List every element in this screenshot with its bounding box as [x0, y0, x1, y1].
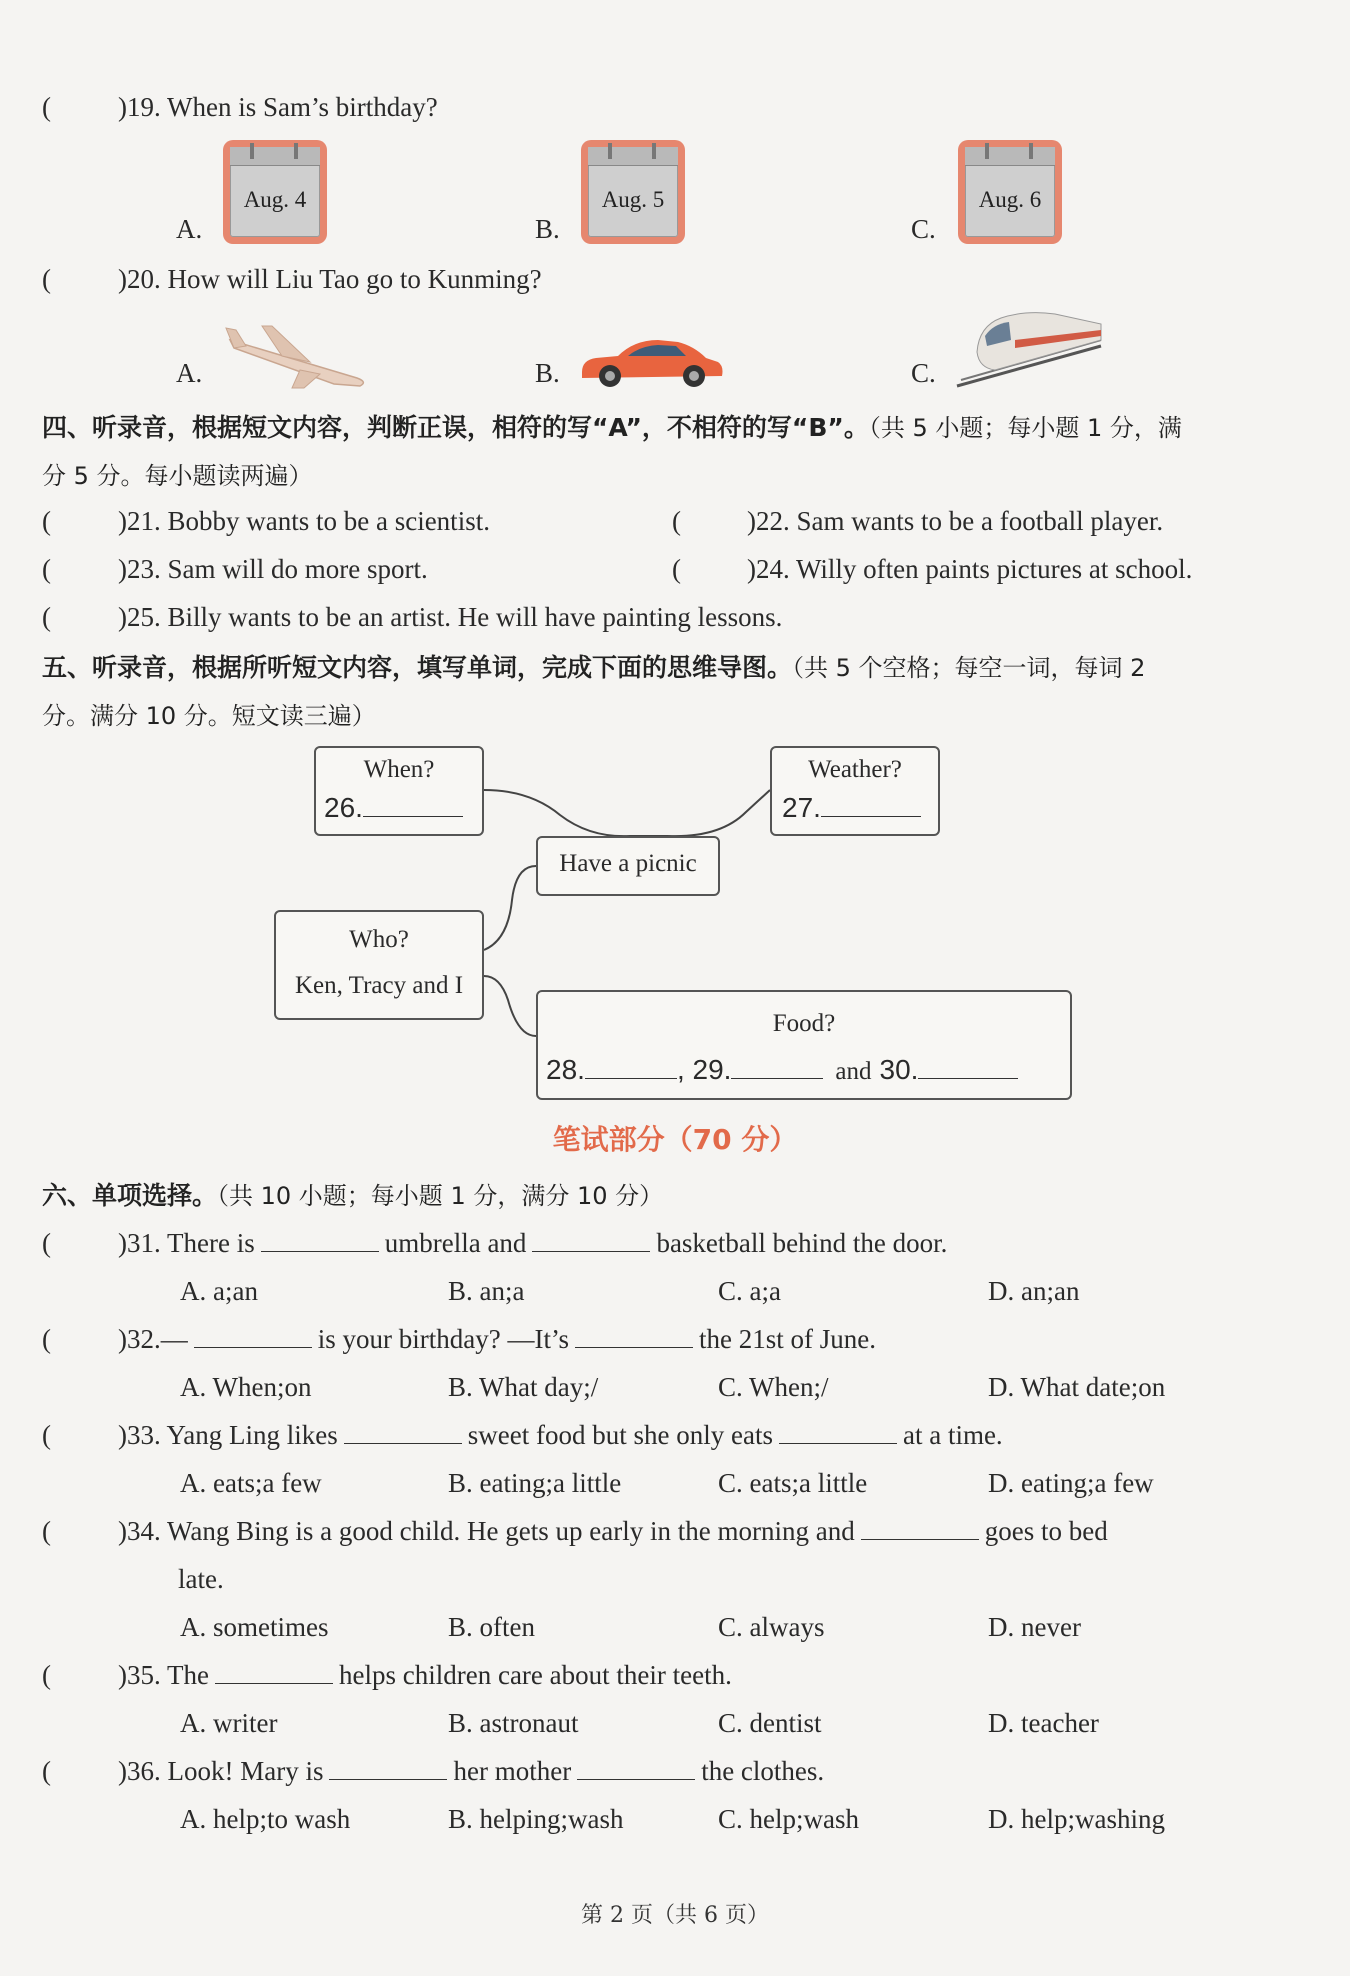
- q33-question: )33. Yang Ling likes sweet food but she only eats at a time.: [118, 1420, 1003, 1450]
- q34-option-d[interactable]: D. never: [988, 1612, 1081, 1642]
- q33-option-a[interactable]: A. eats;a few: [180, 1468, 322, 1498]
- q31-option-b[interactable]: B. an;a: [448, 1276, 525, 1306]
- calendar-label: Aug. 5: [601, 187, 665, 212]
- blank-28-number: 28.: [546, 1054, 585, 1085]
- q35-option-c[interactable]: C. dentist: [718, 1708, 822, 1738]
- q32-option-c[interactable]: C. When;/: [718, 1372, 829, 1402]
- answer-blank[interactable]: [261, 1231, 379, 1252]
- q19-option-c-letter[interactable]: C.: [911, 214, 936, 244]
- q35-option-b[interactable]: B. astronaut: [448, 1708, 579, 1738]
- q34-question: )34. Wang Bing is a good child. He gets up early in the morning and goes to bed: [118, 1516, 1108, 1546]
- mindmap-center-label: Have a picnic: [559, 850, 697, 877]
- q31-option-a[interactable]: A. a;an: [180, 1276, 258, 1306]
- q35-option-d[interactable]: D. teacher: [988, 1708, 1099, 1738]
- answer-blank[interactable]: [194, 1327, 312, 1348]
- blank-26-line[interactable]: [363, 798, 463, 817]
- q34-option-b[interactable]: B. often: [448, 1612, 535, 1642]
- blank-29-line[interactable]: [731, 1060, 823, 1079]
- q20-option-a-letter[interactable]: A.: [176, 358, 203, 388]
- q21-paren[interactable]: (: [42, 506, 51, 536]
- q25-paren[interactable]: (: [42, 602, 51, 632]
- q23-text: )23. Sam will do more sport.: [118, 554, 428, 584]
- answer-blank[interactable]: [577, 1759, 695, 1780]
- q33-option-b[interactable]: B. eating;a little: [448, 1468, 622, 1498]
- mindmap-who-value: Ken, Tracy and I: [294, 972, 464, 999]
- answer-blank[interactable]: [329, 1759, 447, 1780]
- q20-option-b-letter[interactable]: B.: [535, 358, 560, 388]
- section6-instructions: （共 10 小题；每小题 1 分，满分 10 分）: [217, 1182, 664, 1210]
- q20-question: )20. How will Liu Tao go to Kunming?: [118, 264, 542, 294]
- q31-option-d[interactable]: D. an;an: [988, 1276, 1080, 1306]
- q33-option-c[interactable]: C. eats;a little: [718, 1468, 868, 1498]
- q33-paren[interactable]: (: [42, 1420, 51, 1450]
- answer-blank[interactable]: [344, 1423, 462, 1444]
- mindmap-who-title: Who?: [349, 926, 409, 953]
- mindmap-weather-box: [770, 746, 940, 836]
- blank-30-line[interactable]: [918, 1060, 1018, 1079]
- page-number: 第 2 页（共 6 页）: [581, 1903, 769, 1928]
- answer-blank[interactable]: [575, 1327, 693, 1348]
- calendar-label: Aug. 4: [243, 187, 307, 212]
- q36-option-c[interactable]: C. help;wash: [718, 1804, 859, 1834]
- blank-27-number: 27.: [782, 792, 821, 823]
- q22-paren[interactable]: (: [672, 506, 681, 536]
- blank-26-number: 26.: [324, 792, 363, 823]
- mindmap-food-box: [536, 990, 1072, 1100]
- q31-option-c[interactable]: C. a;a: [718, 1276, 781, 1306]
- q24-text: )24. Willy often paints pictures at school.: [747, 554, 1193, 584]
- mindmap-when-answer[interactable]: [324, 792, 463, 824]
- q32-question: )32.— is your birthday? —It’s the 21st of June.: [118, 1324, 876, 1354]
- calendar-label: Aug. 6: [978, 187, 1042, 212]
- q32-option-b[interactable]: B. What day;/: [448, 1372, 599, 1402]
- q36-question: )36. Look! Mary is her mother the clothes.: [118, 1756, 825, 1786]
- q36-option-b[interactable]: B. helping;wash: [448, 1804, 624, 1834]
- q19-option-b-letter[interactable]: B.: [535, 214, 560, 244]
- section6-heading: [42, 1176, 663, 1212]
- section4-title: 四、听录音，根据短文内容，判断正误，相符的写“A”，不相符的写“B”。: [42, 413, 869, 442]
- q31-question: )31. There is umbrella and basketball behind the door.: [118, 1228, 948, 1258]
- food-and-word: and: [835, 1058, 872, 1085]
- answer-blank[interactable]: [861, 1519, 979, 1540]
- section4-instructions-cont: 分 5 分。每小题读两遍）: [42, 462, 313, 490]
- mindmap-when-box: [314, 746, 484, 836]
- q19-paren[interactable]: (: [42, 92, 51, 122]
- mindmap-food-answers[interactable]: [546, 1054, 1018, 1086]
- written-part-title: 笔试部分（70 分）: [552, 1123, 798, 1156]
- q33-option-d[interactable]: D. eating;a few: [988, 1468, 1154, 1498]
- q24-paren[interactable]: (: [672, 554, 681, 584]
- q36-option-d[interactable]: D. help;washing: [988, 1804, 1165, 1834]
- q21-text: )21. Bobby wants to be a scientist.: [118, 506, 490, 536]
- q20-paren[interactable]: (: [42, 264, 51, 294]
- q36-paren[interactable]: (: [42, 1756, 51, 1786]
- mindmap-weather-title: Weather?: [808, 756, 902, 783]
- section5-instructions: （共 5 个空格；每空一词，每词 2: [792, 654, 1146, 682]
- section6-title: 六、单项选择。: [42, 1181, 218, 1210]
- blank-28-line[interactable]: [585, 1060, 677, 1079]
- q35-option-a[interactable]: A. writer: [180, 1708, 278, 1738]
- q34-question-cont: late.: [178, 1564, 224, 1594]
- mindmap-when-title: When?: [363, 756, 435, 783]
- section5-title: 五、听录音，根据所听短文内容，填写单词，完成下面的思维导图。: [42, 653, 793, 682]
- q34-paren[interactable]: (: [42, 1516, 51, 1546]
- answer-blank[interactable]: [215, 1663, 333, 1684]
- q22-text: )22. Sam wants to be a football player.: [747, 506, 1164, 536]
- q35-paren[interactable]: (: [42, 1660, 51, 1690]
- q23-paren[interactable]: (: [42, 554, 51, 584]
- blank-29-number: , 29.: [676, 1054, 732, 1085]
- q34-option-c[interactable]: C. always: [718, 1612, 825, 1642]
- q19-option-a-letter[interactable]: A.: [176, 214, 203, 244]
- q32-option-a[interactable]: A. When;on: [180, 1372, 312, 1402]
- mindmap-weather-answer[interactable]: [782, 792, 921, 824]
- q31-paren[interactable]: (: [42, 1228, 51, 1258]
- answer-blank[interactable]: [779, 1423, 897, 1444]
- mindmap-who-box: [274, 910, 484, 1020]
- answer-blank[interactable]: [532, 1231, 650, 1252]
- q35-question: )35. The helps children care about their teeth.: [118, 1660, 732, 1690]
- q25-text: )25. Billy wants to be an artist. He will have painting lessons.: [118, 602, 783, 632]
- section5-instructions-cont: 分。满分 10 分。短文读三遍）: [42, 702, 376, 730]
- q36-option-a[interactable]: A. help;to wash: [180, 1804, 351, 1834]
- q19-question: )19. When is Sam’s birthday?: [118, 92, 438, 122]
- blank-30-number: 30.: [879, 1054, 919, 1085]
- mindmap-center-box: [536, 836, 720, 896]
- q32-paren[interactable]: (: [42, 1324, 51, 1354]
- q34-option-a[interactable]: A. sometimes: [180, 1612, 329, 1642]
- q20-option-c-letter[interactable]: C.: [911, 358, 936, 388]
- blank-27-line[interactable]: [821, 798, 921, 817]
- section4-instructions: （共 5 小题；每小题 1 分，满: [868, 414, 1182, 442]
- q32-option-d[interactable]: D. What date;on: [988, 1372, 1166, 1402]
- mindmap-food-title: Food?: [772, 1010, 836, 1037]
